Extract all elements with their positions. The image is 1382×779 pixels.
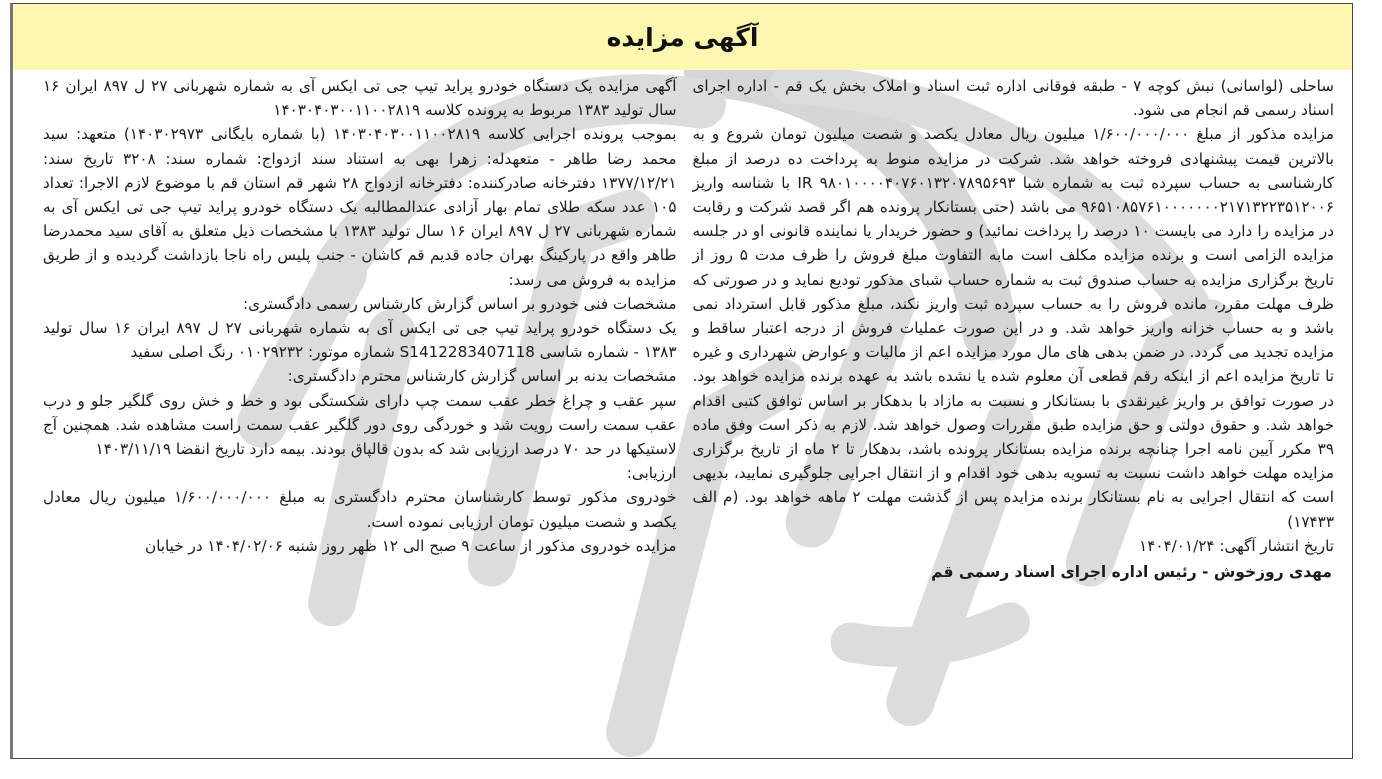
auction-terms-text: مزایده مذکور از مبلغ ۱/۶۰۰/۰۰۰/۰۰۰ میلیون ریال معادل یکصد و شصت میلیون تومان شروع و به بالاترین قیمت پیشنهادی فروخته خواهد شد. شرکت در مزایده منوط به پرداخت ده درصد از مبلغ کارشناسی به حساب سپرده ثبت به شماره شبا IR ۹۸۰۱۰۰۰۰۴۰۷۶۰۱۳۲۰۷۸۹۵۶۹۳ با شناسه واریز ۹۶۵۱۰۸۵۷۶۱۰۰۰۰۰۰۰۲۱۷۱۳۲۲۳۵۱۲۰۰۶ می باشد (حتی بستانکار پرونده هم اگر قصد شرکت و رقابت در مزایده را دارد می بایست ۱۰ درصد را پرداخت نمائید) و حضور خریدار یا نماینده قانونی او در جلسه مزایده الزامی است و برنده مزایده مکلف است مابه التفاوت مبلغ فروش را ظرف مدت ۵ روز از تاریخ برگزاری مزایده به حساب صندوق ثبت به شماره حساب شبای مذکور تودیع نماید و در صورتی که ظرف مهلت مقرر، مانده فروش را به حساب سپرده ثبت واریز نکند، مبلغ مذکور قابل استرداد نمی باشد و به حساب خزانه واریز خواهد شد. و در این صورت عملیات فروش از درجه اعتبار ساقط و مزایده تجدید می گردد. در ضمن بدهی های مال مورد مزایده اعم از مالیات و عوارض شهرداری و غیره تا تاریخ مزایده اعم از اینکه رقم قطعی آن معلوم شده یا نشده باشد به عهده برنده مزایده خواهد بود. در صورت توافق بر واریز غیرنقدی با بستانکار و نسبت به مازاد با بدهکار بر اساس توافق کتبی اقدام خواهد شد. و حقوق دولتی و حق مزایده طبق مقررات وصول خواهد شد. لازم به ذکر است وفق ماده ۳۹ مکرر آیین نامه اجرا چنانچه برنده مزایده بستانکار پرونده باشد، بدهکار تا ۲ ماه از تاریخ برگزاری مزایده مهلت خواهد داشت نسبت به تسویه بدهی خود اقدام و از انتقال اجرایی جلوگیری نمایید، بدیهی است که انتقال اجرایی به نام بستانکار برنده مزایده پس از گذشت مهلت ۲ ماهه خواهد بود. (م الف ۱۷۴۳۳) — [692, 125, 1335, 531]
auction-time-text: مزایده خودروی مذکور از ساعت ۹ صبح الی ۱۲ ظهر روز شنبه ۱۴۰۴/۰۲/۰۶ در خیابان — [145, 536, 677, 555]
notice-body — [13, 70, 1352, 584]
publication-date-value: ۱۴۰۴/۰۱/۲۴ — [1139, 536, 1215, 555]
publication-date — [693, 534, 1335, 558]
body-spec-heading: مشخصات بدنه بر اساس گزارش کارشناس محترم دادگستری: — [287, 367, 677, 386]
header-band — [13, 4, 1352, 70]
appraisal-text: خودروی مذکور توسط کارشناسان محترم دادگستری به مبلغ ۱/۶۰۰/۰۰۰/۰۰۰ میلیون ریال معادل یکصد و شصت میلیون تومان ارزیابی نموده است. — [43, 488, 677, 531]
appraisal-heading: ارزیابی: — [626, 464, 677, 483]
body-spec-text: سپر عقب و چراغ خطر عقب سمت چپ دارای شکستگی بود و خط و خش روی گلگیر جلو و درب عقب سمت راست رویت شد و خوردگی روی دور گلگیر عقب سمت راست مشاهده شد. همچنین آج لاستیکها در حد ۷۰ درصد ارزیابی شد که بدون قالپاق بودند. بیمه دارد تاریخ انقضا ۱۴۰۳/۱۱/۱۹ — [43, 391, 677, 459]
case-details: بموجب پرونده اجرایی کلاسه ۱۴۰۳۰۴۰۳۰۰۱۱۰۰۲۸۱۹ (با شماره بایگانی ۱۴۰۳۰۲۹۷۳) متعهد: سید محمد رضا طاهر - متعهدله: زهرا بهی به استناد سند ازدواج: شماره سند: ۳۲۰۸ تاریخ سند: ۱۳۷۷/۱۲/۲۱ دفترخانه صادرکننده: دفترخانه ازدواج ۲۸ شهر قم استان قم با موضوع لازم الاجرا: تعداد ۱۰۵ عدد سکه طلای تمام بهار آزادی عندالمطالبه یک دستگاه خودرو پراید تیپ جی تی ایکس آی به شماره شهربانی ۲۷ ل ۸۹۷ ایران ۱۶ سال تولید ۱۳۸۳ با مشخصات ذیل متعلق به آقای سید محمدرضا طاهر واقع در پارکینگ بهران جاده قدیم قم کاشان - جنب پلیس راه ناجا بازداشت گردیده و از طریق مزایده به فروش می رسد: — [43, 125, 677, 289]
left-column — [683, 74, 1345, 584]
page-title: آگهی مزایده — [606, 22, 759, 52]
right-column — [21, 74, 683, 584]
signature: مهدی روزخوش - رئیس اداره اجرای اسناد رسمی قم — [931, 563, 1332, 582]
auction-location-text: ساحلی (لواسانی) نبش کوچه ۷ - طبقه فوقانی اداره ثبت اسناد و املاک بخش یک قم - اداره اجرای اسناد رسمی قم انجام می شود. — [692, 77, 1334, 120]
tech-spec-heading: مشخصات فنی خودرو بر اساس گزارش کارشناس رسمی دادگستری: — [243, 294, 677, 313]
notice-intro: آگهی مزایده یک دستگاه خودرو پراید تیپ جی تی ایکس آی به شماره شهربانی ۲۷ ل ۸۹۷ ایران ۱۶ سال تولید ۱۳۸۳ مربوط به پرونده کلاسه ۱۴۰۳۰۴۰۳۰۰۱۱۰۰۲۸۱۹ — [43, 77, 677, 120]
auction-notice — [10, 3, 1353, 759]
tech-spec-text: یک دستگاه خودرو پراید تیپ جی تی ایکس آی به شماره شهربانی ۲۷ ل ۸۹۷ ایران ۱۶ سال تولید ۱۳۸۳ - شماره شاسی S1412283407118 شماره موتور: ۰۱۰۲۹۲۳۲ رنگ اصلی سفید — [43, 319, 677, 362]
publication-date-label: تاریخ انتشار آگهی: — [1219, 536, 1334, 555]
